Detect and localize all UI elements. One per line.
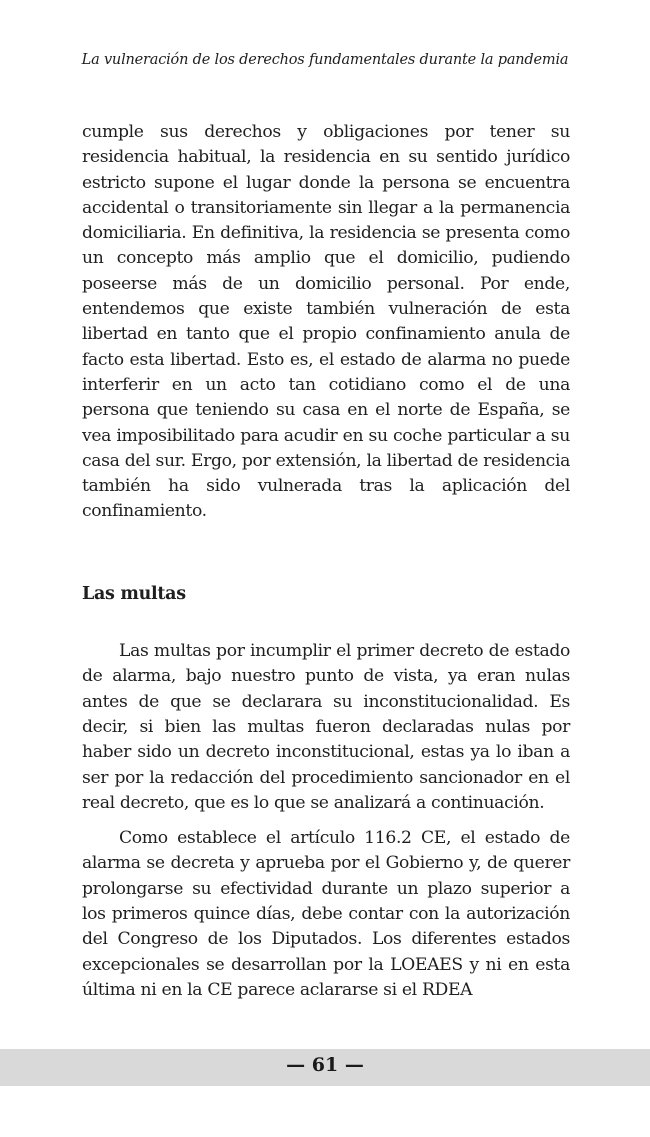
paragraph: Las multas por incumplir el primer decreto de estado de alarma, bajo nuestro punto de vista, ya eran nulas antes de que se declarara su inconstitucionalidad. Es decir, si bien las multas fueron declaradas nulas por haber sido un decreto inconstitucional, estas ya lo iban a ser por la redacción del procedimiento sancionador en el real decreto, que es lo que se analizará a continuación. (82, 641, 570, 813)
page-number: — 61 — (286, 1054, 364, 1076)
running-header: La vulneración de los derechos fundamentales durante la pandemia (81, 52, 569, 68)
paragraph: Como establece el artículo 116.2 CE, el estado de alarma se decreta y aprueba por el Gobierno y, de querer prolongarse su efectividad durante un plazo superior a los primeros quince días, debe contar con la autorización del Congreso de los Diputados. Los diferentes estados excepcionales se desarrollan por la LOEAES y ni en esta última ni en la CE parece aclararse si el RDEA (82, 828, 570, 1000)
page-body (82, 120, 570, 1003)
paragraph: cumple sus derechos y obligaciones por tener su residencia habitual, la residencia en su sentido jurídico estricto supone el lugar donde la persona se encuentra accidental o transitoriamente sin llegar a la permanencia domiciliaria. En definitiva, la residencia se presenta como un concepto más amplio que el domicilio, pudiendo poseerse más de un domicilio personal. Por ende, entendemos que existe también vulneración de esta libertad en tanto que el propio confinamiento anula de facto esta libertad. Esto es, el estado de alarma no puede interferir en un acto tan cotidiano como el de una persona que teniendo su casa en el norte de España, se vea imposibilitado para acudir en su coche particular a su casa del sur. Ergo, por extensión, la libertad de residencia también ha sido vulnerada tras la aplicación del confinamiento. (82, 122, 570, 522)
section-heading: Las multas (82, 583, 186, 604)
